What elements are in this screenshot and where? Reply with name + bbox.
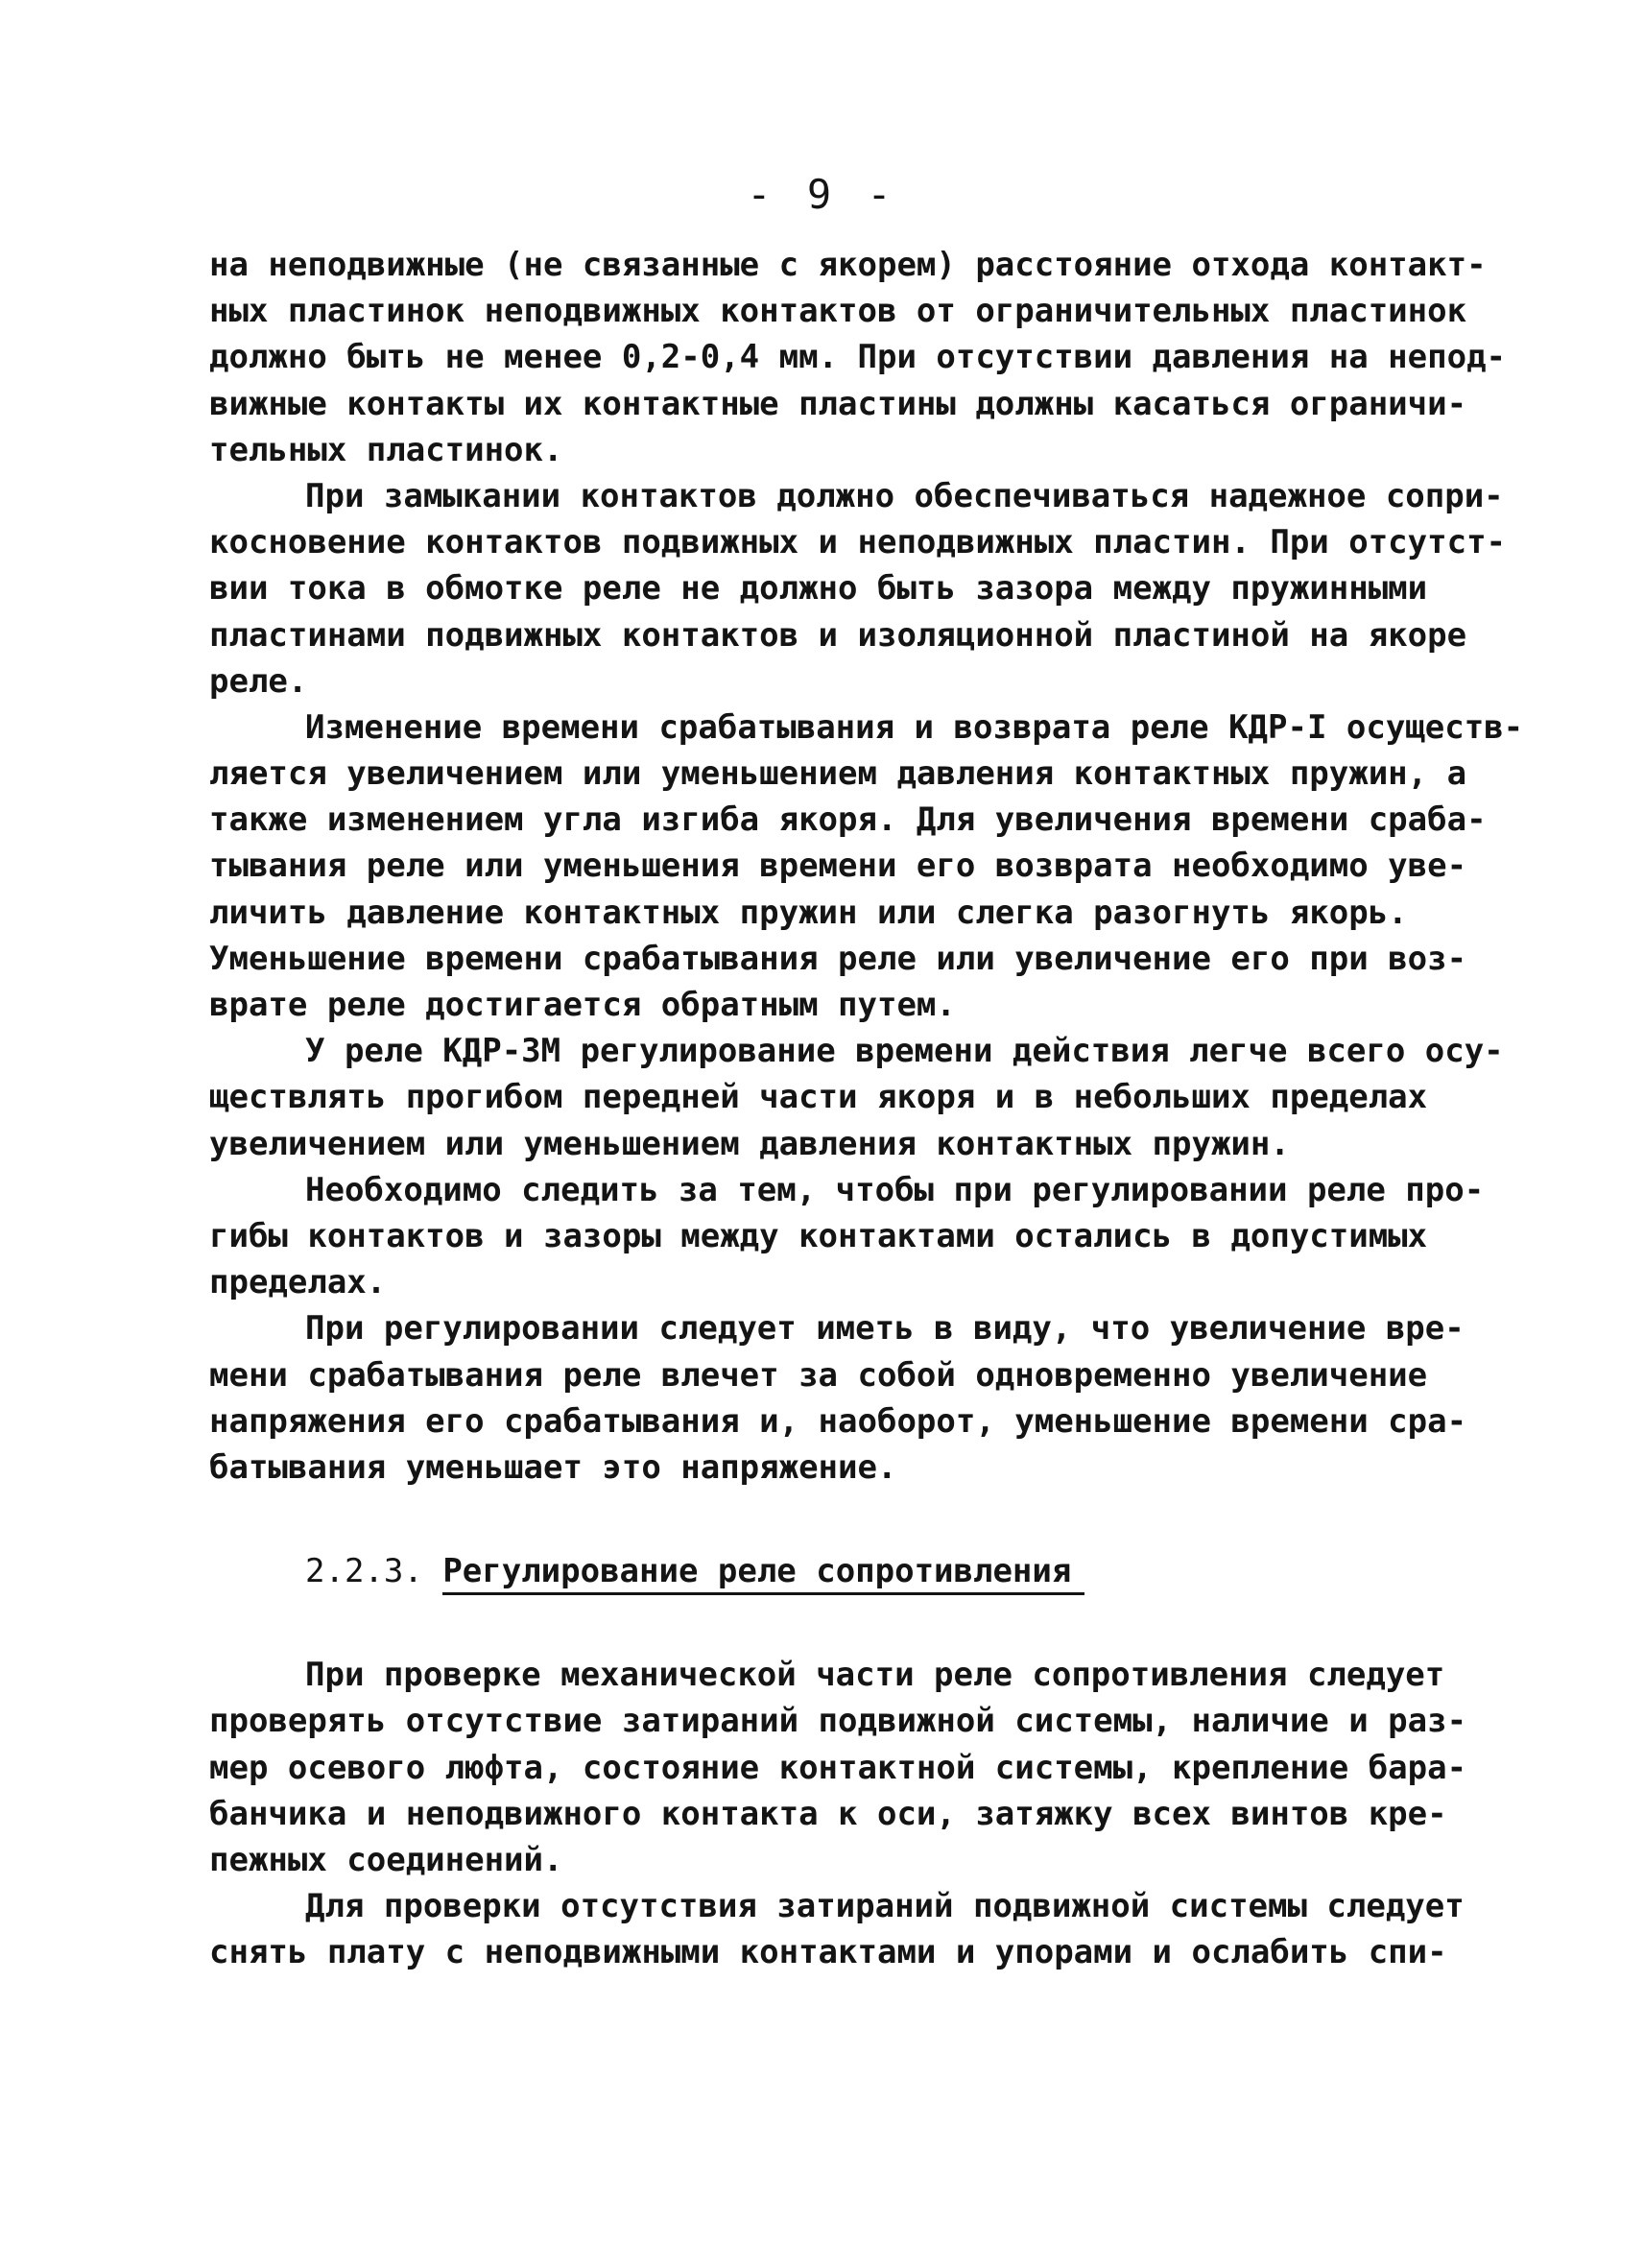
text-line: должно быть не менее 0,2-0,4 мм. При отсутствии давления на непод- [209, 338, 1507, 377]
text-line: также изменением угла изгиба якоря. Для увеличения времени сраба- [209, 800, 1487, 840]
text-line: батывания уменьшает это напряжение. [209, 1447, 897, 1487]
document-body [209, 242, 1524, 1976]
page-number: - 9 - [747, 171, 897, 218]
text-line: Изменение времени срабатывания и возврата реле КДР-I осуществ- [305, 707, 1524, 747]
text-line: ществлять прогибом передней части якоря и в небольших пределах [209, 1078, 1428, 1117]
text-line: гибы контактов и зазоры между контактами остались в допустимых [209, 1216, 1428, 1255]
paragraph [209, 473, 1507, 704]
paragraph [209, 242, 1507, 473]
text-line: снять плату с неподвижными контактами и упорами и ослабить спи- [209, 1933, 1447, 1972]
text-line: вии тока в обмотке реле не должно быть зазора между пружинными [209, 569, 1428, 609]
paragraph [209, 1652, 1495, 1883]
paragraph [209, 704, 1524, 1028]
text-line: мер осевого люфта, состояние контактной системы, крепление бара- [209, 1748, 1467, 1787]
section-number: 2.2.3. [305, 1552, 423, 1591]
text-line: пределах. [209, 1263, 387, 1302]
text-line: мени срабатывания реле влечет за собой одновременно увеличение [209, 1355, 1428, 1395]
text-line: врате реле достигается обратным путем. [209, 986, 956, 1024]
text-line: косновение контактов подвижных и неподвижных пластин. При отсутст- [209, 523, 1507, 562]
text-line: ных пластинок неподвижных контактов от ограничительных пластинок [209, 292, 1467, 331]
text-line: При регулировании следует иметь в виду, что увеличение вре- [305, 1309, 1465, 1349]
text-line: проверять отсутствие затираний подвижной системы, наличие и раз- [209, 1702, 1467, 1741]
text-line: тывания реле или уменьшения времени его возврата необходимо уве- [209, 847, 1467, 886]
text-line: банчика и неподвижного контакта к оси, затяжку всех винтов кре- [209, 1794, 1447, 1833]
text-line: пежных соединений. [209, 1841, 563, 1879]
section-spacer [209, 1594, 1495, 1652]
text-line: личить давление контактных пружин или слегка разогнуть якорь. [209, 893, 1408, 932]
text-line: У реле КДР-3М регулирование времени действия легче всего осу- [305, 1032, 1504, 1071]
text-line: вижные контакты их контактные пластины должны касаться ограничи- [209, 384, 1467, 423]
text-line: на неподвижные (не связанные с якорем) расстояние отхода контакт- [209, 246, 1487, 284]
text-line: тельных пластинок. [209, 430, 563, 469]
paragraph [209, 1883, 1495, 1975]
text-line: Необходимо следить за тем, чтобы при регулировании реле про- [305, 1170, 1485, 1209]
text-line: Для проверки отсутствия затираний подвижной системы следует [305, 1887, 1465, 1926]
text-line: При проверке механической части реле сопротивления следует [305, 1656, 1445, 1695]
text-line: Уменьшение времени срабатывания реле или увеличение его при воз- [209, 939, 1467, 978]
text-line: напряжения его срабатывания и, наоборот, уменьшение времени сра- [209, 1401, 1467, 1441]
section-title: Регулирование реле сопротивления [442, 1552, 1084, 1595]
text-line: пластинами подвижных контактов и изоляционной пластиной на якоре [209, 615, 1467, 655]
section-heading [209, 1548, 1495, 1594]
paragraph [209, 1167, 1495, 1306]
paragraph [209, 1028, 1504, 1167]
text-line: ляется увеличением или уменьшением давления контактных пружин, а [209, 754, 1467, 794]
text-line: реле. [209, 661, 308, 701]
text-line: увеличением или уменьшением давления контактных пружин. [209, 1124, 1290, 1163]
section-spacer [209, 1491, 1495, 1548]
text-line: При замыкании контактов должно обеспечиваться надежное сопри- [305, 476, 1504, 515]
paragraph [209, 1305, 1495, 1491]
